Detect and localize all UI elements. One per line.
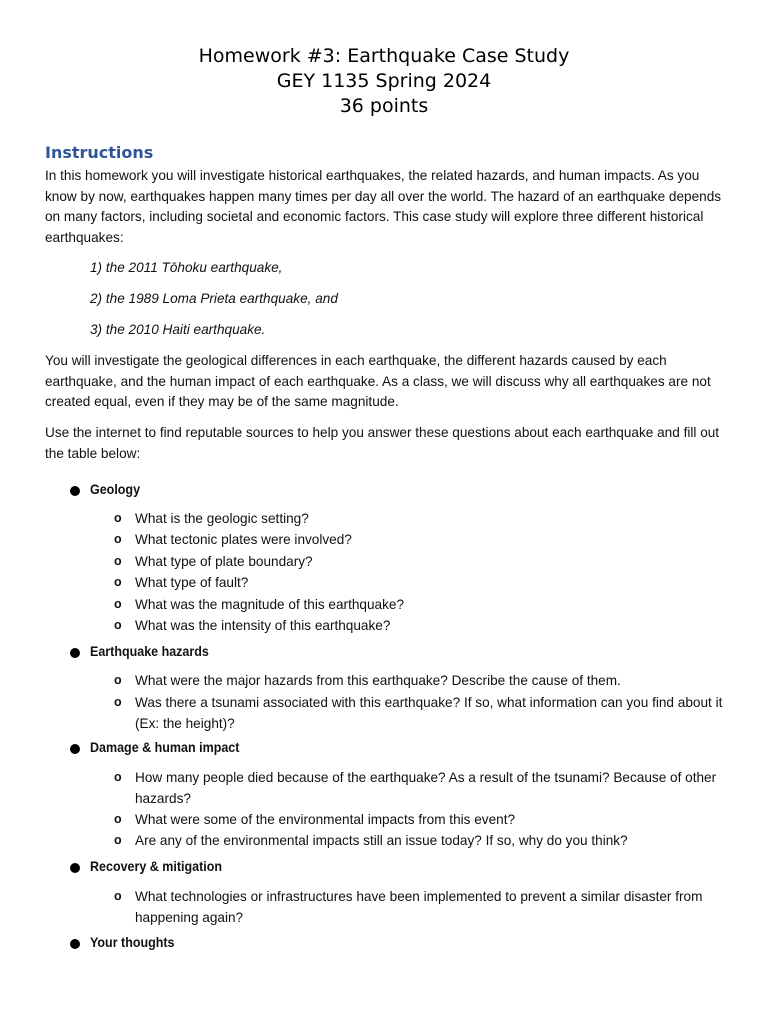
section-title: Recovery & mitigation	[90, 859, 223, 874]
title-line-2: GEY 1135 Spring 2024	[276, 70, 492, 92]
list-item: o What tectonic plates were involved?	[135, 529, 725, 550]
circle-bullet-icon: o	[114, 833, 122, 847]
internet-paragraph: Use the internet to find reputable sources to help you answer these questions about each earthquake and fill out the table below:	[45, 425, 720, 461]
circle-bullet-icon: o	[114, 511, 122, 525]
circle-bullet-icon: o	[114, 597, 122, 611]
bullet-icon	[70, 486, 80, 496]
list-item: o How many people died because of the earthquake? As a result of the tsunami? Because of other hazards?	[135, 767, 725, 809]
circle-bullet-icon: o	[114, 770, 122, 784]
section-title: Geology	[90, 482, 141, 497]
list-item: o What type of plate boundary?	[135, 551, 725, 572]
investigation-paragraph: You will investigate the geological differences in each earthquake, the different hazards caused by each earthquake, and the human impact of each earthquake. As a class, we will discuss why all earthquakes are not created equal, even if they may be of the same magnitude.	[45, 353, 711, 410]
title-line-1: Homework #3: Earthquake Case Study	[198, 45, 570, 67]
list-item: o Are any of the environmental impacts still an issue today? If so, why do you think?	[135, 830, 725, 851]
list-item: o What technologies or infrastructures have been implemented to prevent a similar disaster from happening again?	[135, 886, 725, 928]
case-item-2: 2) the 1989 Loma Prieta earthquake, and	[90, 291, 338, 306]
circle-bullet-icon: o	[114, 532, 122, 546]
bullet-icon	[70, 744, 80, 754]
case-item-1: 1) the 2011 Tōhoku earthquake,	[90, 260, 283, 275]
circle-bullet-icon: o	[114, 695, 122, 709]
circle-bullet-icon: o	[114, 673, 122, 687]
list-item: o What type of fault?	[135, 572, 725, 593]
document-title	[0, 44, 768, 119]
list-item: o What was the magnitude of this earthquake?	[135, 594, 725, 615]
bullet-icon	[70, 648, 80, 658]
circle-bullet-icon: o	[114, 618, 122, 632]
case-item-3: 3) the 2010 Haiti earthquake.	[90, 322, 266, 337]
list-item: o What were the major hazards from this earthquake? Describe the cause of them.	[135, 670, 725, 691]
list-item: o What was the intensity of this earthquake?	[135, 615, 725, 636]
intro-paragraph: In this homework you will investigate historical earthquakes, the related hazards, and human impacts. As you know by now, earthquakes happen many times per day all over the world. The hazard of an earthquake depends on many factors, including societal and economic factors. This case study will explore three different historical earthquakes:	[45, 168, 722, 245]
section-title: Your thoughts	[90, 935, 175, 950]
bullet-icon	[70, 863, 80, 873]
section-title: Damage & human impact	[90, 740, 240, 755]
circle-bullet-icon: o	[114, 575, 122, 589]
instructions-heading: Instructions	[45, 143, 154, 162]
circle-bullet-icon: o	[114, 812, 122, 826]
list-item: o What were some of the environmental impacts from this event?	[135, 809, 725, 830]
list-item: o Was there a tsunami associated with this earthquake? If so, what information can you find about it (Ex: the height)?	[135, 692, 725, 734]
list-item: o What is the geologic setting?	[135, 508, 725, 529]
circle-bullet-icon: o	[114, 554, 122, 568]
circle-bullet-icon: o	[114, 889, 122, 903]
bullet-icon	[70, 939, 80, 949]
title-line-3: 36 points	[339, 95, 429, 117]
section-title: Earthquake hazards	[90, 644, 209, 659]
